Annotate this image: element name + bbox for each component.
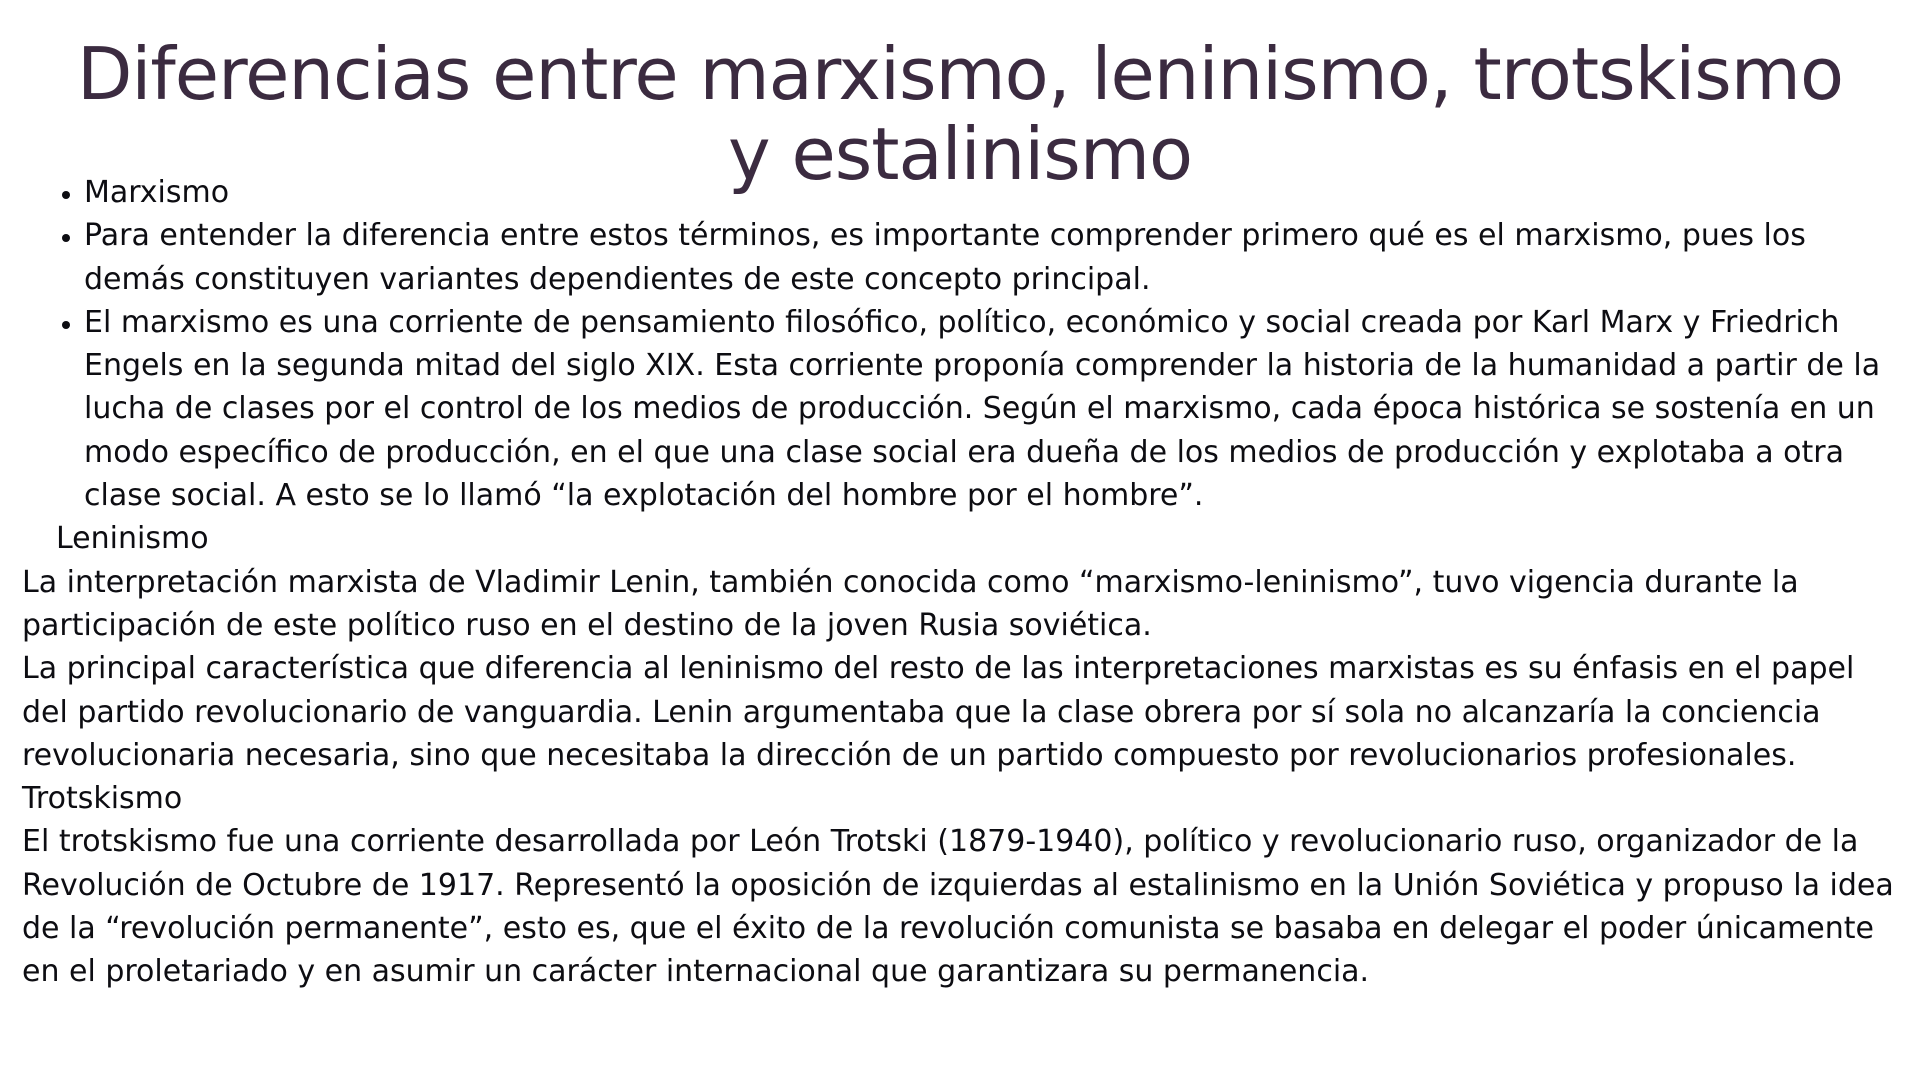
slide-title: Diferencias entre marxismo, leninismo, trotskismo y estalinismo xyxy=(76,32,1843,196)
slide-body xyxy=(22,171,1902,994)
bullet-list xyxy=(22,171,1902,517)
bullet-item-intro: • Para entender la diferencia entre estos términos, es importante comprender primero qué es el marxismo, pues los demás constituyen variantes dependientes de este concepto principal. xyxy=(84,214,1902,301)
trotskismo-paragraph-1: El trotskismo fue una corriente desarrollada por León Trotski (1879-1940), político y revolucionario ruso, organizador de la Revolución de Octubre de 1917. Representó la oposición de izquierdas al estalinismo en la Unión Soviética y propuso la idea de la “revolución permanente”, esto es, que el éxito de la revolución comunista se basaba en delegar el poder únicamente en el proletariado y en asumir un carácter internacional que garantizara su permanencia. xyxy=(22,824,1894,990)
bullet-item-marxismo-definition: • El marxismo es una corriente de pensamiento filosófico, político, económico y social creada por Karl Marx y Friedrich Engels en la segunda mitad del siglo XIX. Esta corriente proponía comprender la historia de la humanidad a partir de la lucha de clases por el control de los medios de producción. Según el marxismo, cada época histórica se sostenía en un modo específico de producción, en el que una clase social era dueña de los medios de producción y explotaba a otra clase social. A esto se lo llamó “la explotación del hombre por el hombre”. xyxy=(84,301,1902,517)
trotskismo-heading: Trotskismo xyxy=(22,781,183,817)
leninismo-heading: Leninismo xyxy=(56,521,209,557)
bullet-item-marxismo: • Marxismo xyxy=(84,171,1902,214)
leninismo-paragraph-2: La principal característica que diferencia al leninismo del resto de las interpretaciones marxistas es su énfasis en el papel del partido revolucionario de vanguardia. Lenin argumentaba que la clase obrera por sí sola no alcanzaría la conciencia revolucionaria necesaria, sino que necesitaba la dirección de un partido compuesto por revolucionarios profesionales. xyxy=(22,651,1855,773)
leninismo-paragraph-1: La interpretación marxista de Vladimir Lenin, también conocida como “marxismo-leninismo”, tuvo vigencia durante la participación de este político ruso en el destino de la joven Rusia soviética. xyxy=(22,564,1799,643)
